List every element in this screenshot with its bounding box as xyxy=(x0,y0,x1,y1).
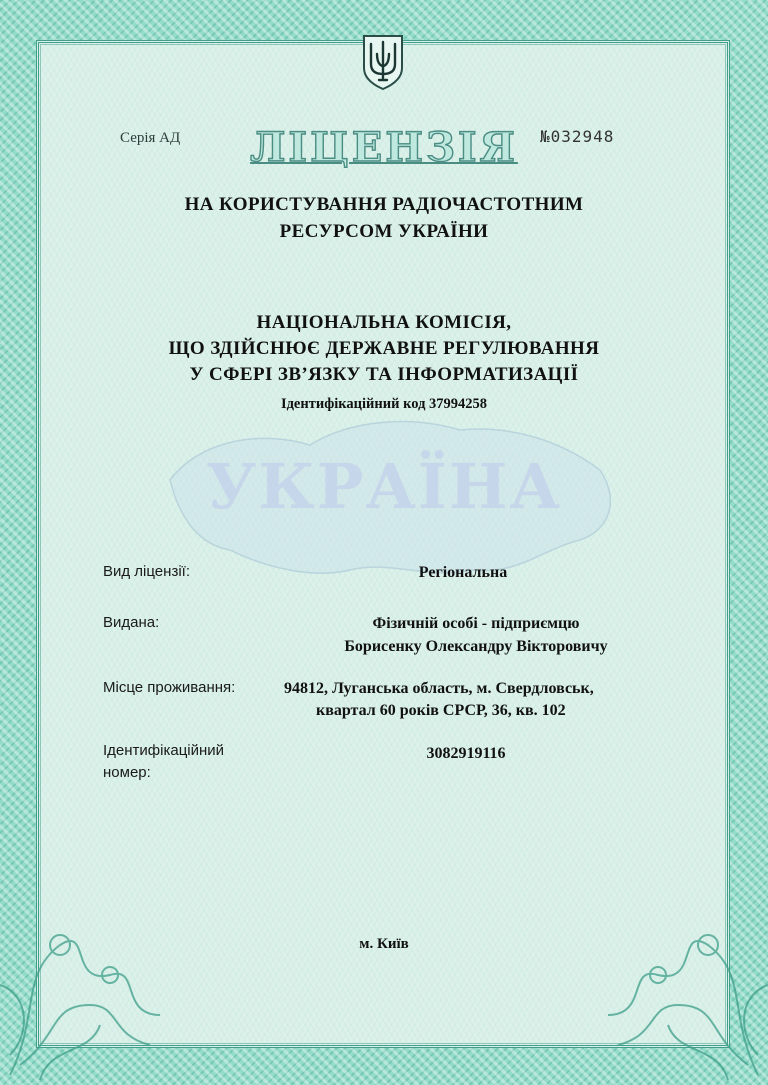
residence-address-line: 94812, Луганська область, м. Свердловськ, xyxy=(284,680,594,697)
subtitle-line: РЕСУРСОМ УКРАЇНИ xyxy=(279,221,489,242)
license-title: ЛІЦЕНЗІЯ xyxy=(250,124,518,171)
residence-address-line: квартал 60 років СРСР, 36, кв. 102 xyxy=(316,702,566,719)
id-number-label: Ідентифікаційний xyxy=(103,742,225,759)
series-label: Серія АД xyxy=(120,130,181,146)
id-number-label: номер: xyxy=(103,764,151,781)
authority-line: ЩО ЗДІЙСНЮЄ ДЕРЖАВНЕ РЕГУЛЮВАННЯ xyxy=(168,338,600,359)
authority-line: У СФЕРІ ЗВ’ЯЗКУ ТА ІНФОРМАТИЗАЦІЇ xyxy=(189,364,579,385)
watermark-text: УКРАЇНА xyxy=(206,450,562,523)
issuing-authority xyxy=(0,310,768,388)
issued-to-label: Видана: xyxy=(103,614,160,631)
floral-ornament-icon xyxy=(588,865,768,1085)
issued-to-name: Борисенку Олександру Вікторовичу xyxy=(344,638,608,655)
id-number-value: 3082919116 xyxy=(426,745,506,762)
authority-line: НАЦІОНАЛЬНА КОМІСІЯ, xyxy=(256,312,512,333)
authority-id-code: Ідентифікаційний код 37994258 xyxy=(280,396,488,412)
issued-to-value: Фізичній особі - підприємцю xyxy=(372,615,580,632)
issue-city: м. Київ xyxy=(359,936,409,952)
license-subtitle xyxy=(0,191,768,245)
license-type-label: Вид ліцензії: xyxy=(103,563,190,580)
license-number: №032948 xyxy=(540,127,615,146)
license-type-value: Регіональна xyxy=(418,564,508,581)
floral-ornament-icon xyxy=(0,865,180,1085)
subtitle-line: НА КОРИСТУВАННЯ РАДІОЧАСТОТНИМ xyxy=(184,194,584,215)
residence-label: Місце проживання: xyxy=(103,679,236,696)
trident-coat-of-arms-icon xyxy=(360,34,406,90)
